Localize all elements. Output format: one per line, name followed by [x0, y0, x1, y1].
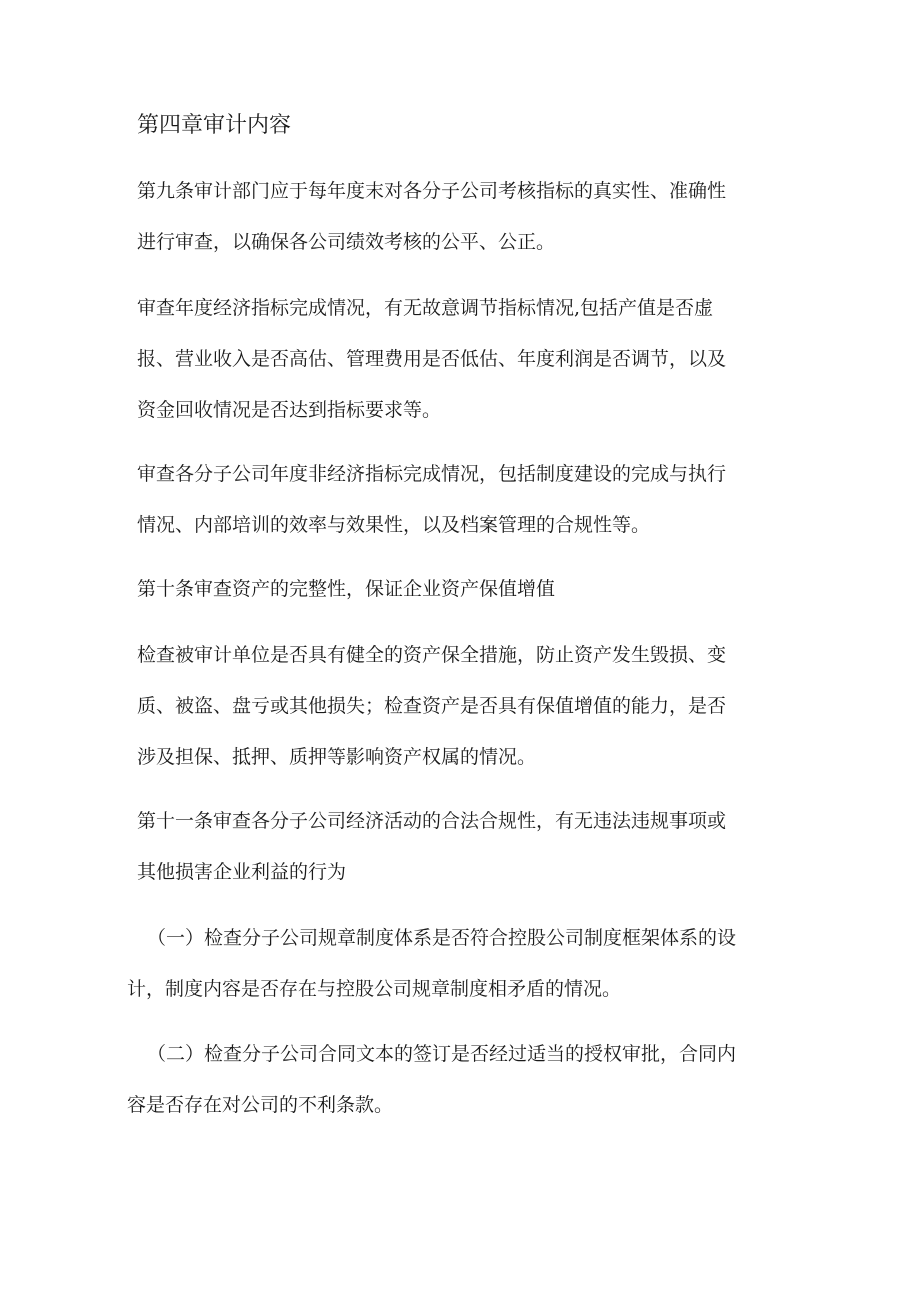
- paragraph-non-economic-indicators: [137, 449, 787, 551]
- text-line: 检查被审计单位是否具有健全的资产保全措施，防止资产发生毁损、变: [137, 644, 727, 666]
- chapter-title: 第四章审计内容: [137, 113, 292, 138]
- paragraph-asset-protection: [137, 630, 787, 783]
- text-line: 报、营业收入是否高估、管理费用是否低估、年度利润是否调节，以及: [137, 348, 727, 370]
- text-line: （一）检查分子公司规章制度体系是否符合控股公司制度框架体系的设: [147, 927, 737, 949]
- text-line: 其他损害企业利益的行为: [137, 861, 347, 883]
- text-line: 审查年度经济指标完成情况，有无故意调节指标情况,包括产值是否虚: [137, 297, 714, 319]
- text-line: 审查各分子公司年度非经济指标完成情况，包括制度建设的完成与执行: [137, 463, 727, 485]
- paragraph-article-10: [137, 564, 787, 615]
- text-line: 容是否存在对公司的不利条款。: [127, 1094, 394, 1116]
- text-line: 涉及担保、抵押、质押等影响资产权属的情况。: [137, 746, 537, 768]
- paragraph-article-9: [137, 166, 787, 268]
- paragraph-economic-indicators: [137, 283, 787, 436]
- text-line: 第九条审计部门应于每年度末对各分子公司考核指标的真实性、准确性: [137, 180, 727, 202]
- text-line: （二）检查分子公司合同文本的签订是否经过适当的授权审批，合同内: [147, 1043, 737, 1065]
- text-line: 计，制度内容是否存在与控股公司规章制度相矛盾的情况。: [127, 978, 622, 1000]
- paragraph-item-1: [127, 913, 787, 1015]
- paragraph-item-2: [127, 1029, 787, 1131]
- text-line: 资金回收情况是否达到指标要求等。: [137, 399, 442, 421]
- text-line: 第十条审查资产的完整性，保证企业资产保值增值: [137, 578, 556, 600]
- text-line: 情况、内部培训的效率与效果性，以及档案管理的合规性等。: [137, 514, 651, 536]
- paragraph-article-11: [137, 796, 787, 898]
- text-line: 第十一条审查各分子公司经济活动的合法合规性，有无违法违规事项或: [137, 810, 727, 832]
- text-line: 进行审查，以确保各公司绩效考核的公平、公正。: [137, 231, 556, 253]
- text-line: 质、被盗、盘亏或其他损失；检查资产是否具有保值增值的能力，是否: [137, 695, 727, 717]
